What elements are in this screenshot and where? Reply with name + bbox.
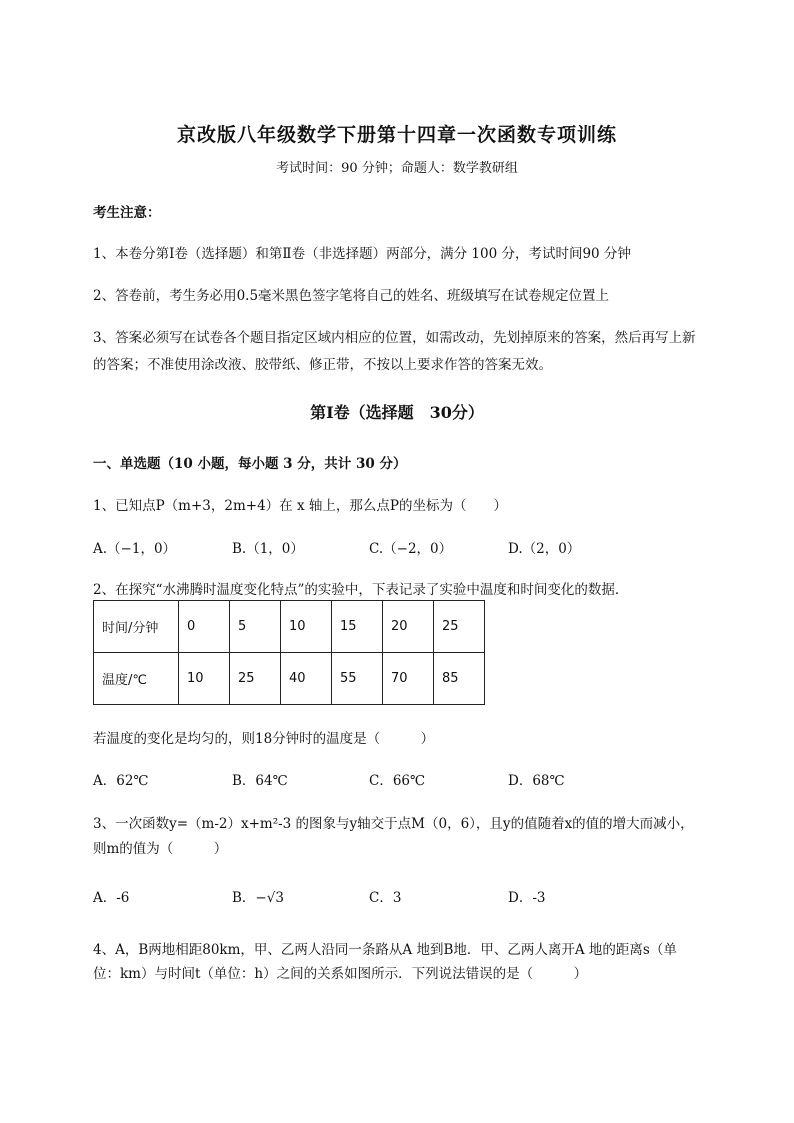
- question-1-stem: 1、已知点P（m+3，2m+4）在 x 轴上，那么点P的坐标为（ ）: [93, 498, 507, 514]
- exam-title: 京改版八年级数学下册第十四章一次函数专项训练: [176, 124, 617, 146]
- table-cell: 5: [230, 601, 281, 653]
- question-2-followup: 若温度的变化是均匀的，则18分钟时的温度是（ ）: [93, 731, 435, 747]
- table-cell: 15: [332, 601, 383, 653]
- table-cell: 0: [179, 601, 230, 653]
- table-cell: 70: [383, 653, 434, 705]
- choice-a[interactable]: A．-6: [93, 890, 130, 906]
- notice-heading: 考生注意：: [93, 205, 161, 221]
- section-title: 第Ⅰ卷（选择题 30分）: [310, 403, 484, 422]
- question-3-choices: [93, 886, 713, 906]
- table-cell: 25: [230, 653, 281, 705]
- table-cell: 10: [281, 601, 332, 653]
- exam-subtitle: 考试时间：90 分钟；命题人：数学教研组: [276, 161, 518, 176]
- question-1-choices: [93, 537, 713, 557]
- table-row-header: 时间/分钟: [94, 601, 179, 653]
- question-3-stem: 3、一次函数y=（m-2）x+m²-3 的图象与y轴交于点M（0，6），且y的值随着x的值的增大而减小，: [93, 816, 694, 832]
- choice-a[interactable]: A.（−1，0）: [93, 541, 177, 557]
- question-2-choices: [93, 769, 713, 789]
- table-cell: 55: [332, 653, 383, 705]
- data-table: [93, 600, 485, 705]
- notice-item: 2、答卷前，考生务必用0.5毫米黑色签字笔将自己的姓名、班级填写在试卷规定位置上: [93, 288, 610, 304]
- choice-b[interactable]: B．−√3: [232, 890, 284, 906]
- part-heading: 一、单选题（10 小题，每小题 3 分，共计 30 分）: [93, 456, 407, 472]
- question-2-stem: 2、在探究“水沸腾时温度变化特点”的实验中，下表记录了实验中温度和时间变化的数据．: [93, 582, 629, 598]
- question-3-stem-cont: 则m的值为（ ）: [93, 841, 228, 857]
- notice-item: 3、答案必须写在试卷各个题目指定区域内相应的位置，如需改动，先划掉原来的答案，然后再写上新: [93, 330, 696, 346]
- choice-d[interactable]: D．68℃: [508, 773, 565, 789]
- choice-a[interactable]: A．62℃: [93, 773, 149, 789]
- choice-c[interactable]: C.（−2，0）: [369, 541, 453, 557]
- table-row: [94, 601, 485, 653]
- table-row: [94, 653, 485, 705]
- notice-item: 的答案；不准使用涂改液、胶带纸、修正带，不按以上要求作答的答案无效。: [93, 357, 552, 373]
- choice-c[interactable]: C．66℃: [369, 773, 426, 789]
- choice-b[interactable]: B．64℃: [232, 773, 288, 789]
- table-cell: 10: [179, 653, 230, 705]
- table-cell: 40: [281, 653, 332, 705]
- table-cell: 20: [383, 601, 434, 653]
- table-row-header: 温度/℃: [94, 653, 179, 705]
- question-4-stem-cont: 位：km）与时间t（单位：h）之间的关系如图所示．下列说法错误的是（ ）: [93, 966, 588, 982]
- table-cell: 85: [434, 653, 485, 705]
- choice-d[interactable]: D．-3: [508, 890, 546, 906]
- table-cell: 25: [434, 601, 485, 653]
- notice-item: 1、本卷分第Ⅰ卷（选择题）和第Ⅱ卷（非选择题）两部分，满分 100 分，考试时间90 分钟: [93, 246, 631, 262]
- choice-d[interactable]: D.（2，0）: [508, 541, 581, 557]
- choice-b[interactable]: B.（1，0）: [232, 541, 304, 557]
- question-4-stem: 4、A，B两地相距80km，甲、乙两人沿同一条路从A 地到B地．甲、乙两人离开A 地的距离s（单: [93, 942, 677, 958]
- choice-c[interactable]: C．3: [369, 890, 402, 906]
